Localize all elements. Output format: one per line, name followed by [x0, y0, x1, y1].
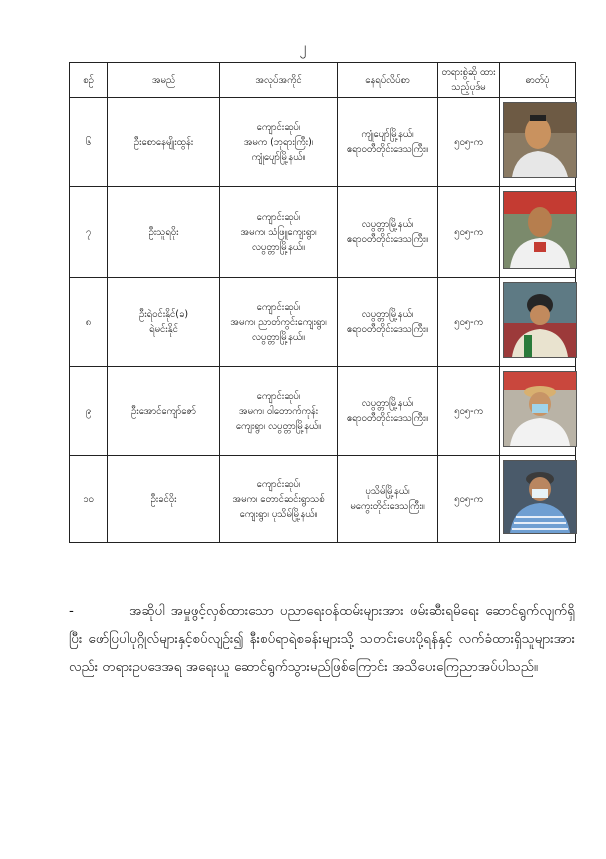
section-cell: ၅၀၅-က: [438, 456, 500, 543]
header-name: အမည်: [108, 63, 220, 98]
announcement-paragraph: [69, 597, 575, 681]
row-number: ၇: [70, 187, 108, 278]
person-name-cell: [108, 278, 220, 367]
table-row: [70, 187, 576, 278]
person-name-line: ဦးရဲဝင်းနိုင်(ခ): [138, 309, 189, 320]
address-line: လပွတ္တာမြို့နယ်၊: [361, 219, 414, 230]
address-line: လပွတ္တာမြို့နယ်၊: [361, 398, 414, 409]
occupation-cell: [220, 367, 338, 456]
occupation-line: ကျောင်းဆုပ်၊: [256, 121, 301, 133]
header-section: တရားစွဲဆို ထားသည့်ပုဒ်မ: [438, 63, 500, 98]
occupation-cell: [220, 278, 338, 367]
address-cell: [338, 98, 438, 187]
occupation-line: ကျောင်းဆုပ်၊: [256, 478, 301, 490]
occupation-cell: [220, 456, 338, 543]
address-line: ဧရာဝတီတိုင်းဒေသကြီး။: [346, 144, 429, 155]
occupation-line: အမက၊ သံဖြူကျေးရွာ၊: [240, 226, 317, 238]
occupation-line: ကျောင်းဆုပ်၊: [256, 390, 301, 402]
person-name: ဦးအောင်ကျော်ဇော်: [108, 367, 220, 456]
occupation-line: ကျောင်းဆုပ်၊: [256, 301, 301, 313]
address-line: လပွတ္တာမြို့နယ်၊: [361, 309, 414, 320]
table-header-row: [70, 63, 576, 98]
photo-cell: [500, 456, 576, 543]
row-number: ၉: [70, 367, 108, 456]
section-cell: ၅၀၅-က: [438, 187, 500, 278]
occupation-line: အမက၊ တောင်ဆင်းရွာသစ်: [232, 493, 325, 505]
paragraph-text: အဆိုပါ အမှုဖွင့်လှစ်ထားသော ပညာရေးဝန်ထမ်းများအား ဖမ်းဆီးရမိရေး ဆောင်ရွက်လျက်ရှိပြီး ဖော်ပြပါပုဂ္ဂိုလ်များနှင့်စပ်လျဉ်း၍ နီးစပ်ရာရဲစခန်းများသို့ သတင်းပေးပို့ရန်နှင့် လက်ခံထားရှိသူများအားလည်း တရားဥပဒေအရ အရေးယူ ဆောင်ရွက်သွားမည်ဖြစ်ကြောင်း အသိပေးကြေညာအပ်ပါသည်။: [69, 603, 575, 675]
occupation-line: အမက (ဘုရားကြီး)၊: [243, 136, 314, 148]
header-occupation: အလုပ်အကိုင်: [220, 63, 338, 98]
photo-person-7: [503, 191, 577, 269]
photo-person-6: [503, 102, 577, 178]
paragraph-dash: -: [69, 603, 74, 619]
photo-cell: [500, 367, 576, 456]
header-address: နေရပ်လိပ်စာ: [338, 63, 438, 98]
address-line: ကျုံပျော်မြို့နယ်၊: [361, 129, 414, 140]
occupation-line: ကျေးရွာ၊ လပွတ္တာမြို့နယ်။: [235, 420, 322, 432]
table-row: [70, 456, 576, 543]
address-cell: [338, 367, 438, 456]
address-cell: [338, 278, 438, 367]
photo-person-10: [503, 460, 577, 534]
occupation-line: ကျုံပျော်မြို့နယ်။: [251, 151, 306, 163]
photo-person-8: [503, 282, 577, 358]
photo-person-9: [503, 371, 577, 447]
occupation-line: လပွတ္တာမြို့နယ်။: [252, 241, 305, 253]
photo-cell: [500, 278, 576, 367]
section-cell: ၅၀၅-က: [438, 278, 500, 367]
section-cell: ၅၀၅-က: [438, 98, 500, 187]
table-row: [70, 367, 576, 456]
occupation-line: အမက၊ ဝါတောက်ကုန်း: [238, 405, 319, 417]
address-cell: [338, 456, 438, 543]
occupation-cell: [220, 98, 338, 187]
occupation-line: ကျေးရွာ၊ ပုသိမ်မြို့နယ်။: [239, 508, 318, 520]
address-line: ပုသိမ်မြို့နယ်၊: [365, 486, 410, 497]
table-row: [70, 278, 576, 367]
address-line: ဧရာဝတီတိုင်းဒေသကြီး။: [346, 234, 429, 245]
row-number: ၁၀: [70, 456, 108, 543]
photo-cell: [500, 98, 576, 187]
person-name: ဦးစောနေမျိုးထွန်း: [108, 98, 220, 187]
person-name: ဦးခင်ဝိုး: [108, 456, 220, 543]
address-line: ဧရာဝတီတိုင်းဒေသကြီး။: [346, 324, 429, 335]
address-line: ဧရာဝတီတိုင်းဒေသကြီး။: [346, 413, 429, 424]
row-number: ၆: [70, 98, 108, 187]
address-line: မကွေးတိုင်းဒေသကြီး။: [350, 501, 425, 512]
occupation-line: ကျောင်းဆုပ်၊: [256, 211, 301, 223]
header-photo: ဓာတ်ပုံ: [500, 63, 576, 98]
photo-cell: [500, 187, 576, 278]
person-name: ဦးသူရဝိုး: [108, 187, 220, 278]
page-number: ၂: [299, 40, 307, 56]
table-row: [70, 98, 576, 187]
section-cell: ၅၀၅-က: [438, 367, 500, 456]
header-no: စဉ်: [70, 63, 108, 98]
occupation-cell: [220, 187, 338, 278]
occupation-line: အမက၊ ညာတ်ကွင်းကျေးရွာ၊: [230, 316, 327, 328]
person-name-line: ရဲမင်းနိုင်: [149, 324, 178, 335]
wanted-persons-table: [69, 62, 576, 543]
address-cell: [338, 187, 438, 278]
occupation-line: လပွတ္တာမြို့နယ်။: [252, 331, 305, 343]
row-number: ၈: [70, 278, 108, 367]
